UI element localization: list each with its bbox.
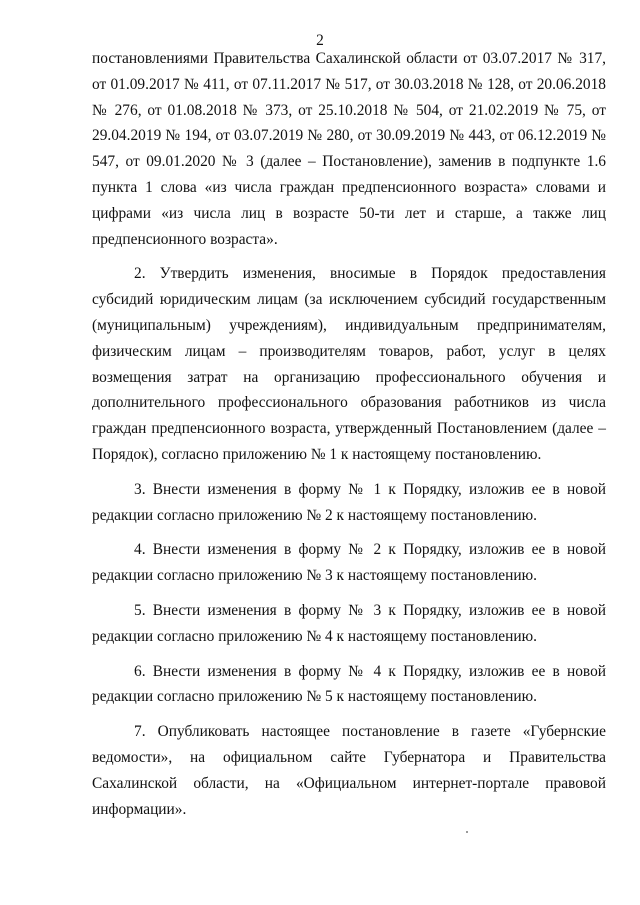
paragraph-item-3: 3. Внести изменения в форму № 1 к Порядку, изложив ее в новой редакции согласно приложению № 2 к настоящему постановлению. — [92, 480, 606, 524]
paragraph-item-7: 7. Опубликовать настоящее постановление в газете «Губернские ведомости», на официальном сайте Губернатора и Правительства Сахалинской области, на «Официальном интернет-портале правовой информации». — [92, 723, 606, 818]
paragraph-continuation: постановлениями Правительства Сахалинской области от 03.07.2017 № 317, от 01.09.2017 № 411, от 07.11.2017 № 517, от 30.03.2018 № 128, от 20.06.2018 № 276, от 01.08.2018 № 373, от 25.10.2018 № 504, от 21.02.2019 № 75, от 29.04.2019 № 194, от 03.07.2019 № 280, от 30.09.2019 № 443, от 06.12.2019 № 547, от 09.01.2020 № 3 (далее – Постановление), заменив в подпункте 1.6 пункта 1 слова «из числа граждан предпенсионного возраста» словами и цифрами «из числа лиц в возрасте 50-ти лет и старше, а также лиц предпенсионного возраста». — [92, 50, 606, 248]
paragraph-item-4: 4. Внести изменения в форму № 2 к Порядку, изложив ее в новой редакции согласно приложению № 3 к настоящему постановлению. — [92, 541, 606, 585]
paragraph-item-5: 5. Внести изменения в форму № 3 к Порядку, изложив ее в новой редакции согласно приложению № 4 к настоящему постановлению. — [92, 601, 606, 645]
scan-artifact-dot — [466, 831, 468, 833]
paragraph-item-6: 6. Внести изменения в форму № 4 к Порядку, изложив ее в новой редакции согласно приложению № 5 к настоящему постановлению. — [92, 662, 606, 706]
document-body — [92, 46, 606, 822]
paragraph-item-2: 2. Утвердить изменения, вносимые в Порядок предоставления субсидий юридическим лицам (за исключением субсидий государственным (муниципальным) учреждениям), индивидуальным предпринимателям, физическим лицам – производителям товаров, работ, услуг в целях возмещения затрат на организацию профессионального обучения и дополнительного профессионального образования работников из числа граждан предпенсионного возраста, утвержденный Постановлением (далее – Порядок), согласно приложению № 1 к настоящему постановлению. — [92, 265, 606, 463]
page-number: 2 — [316, 32, 324, 49]
